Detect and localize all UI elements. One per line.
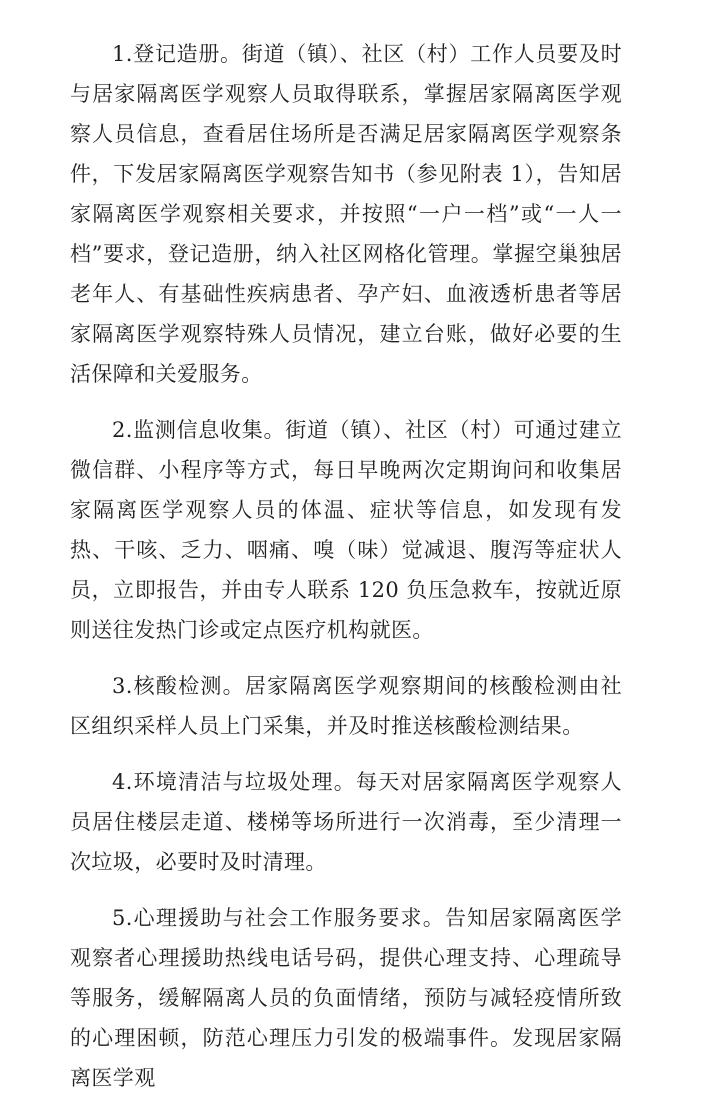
- paragraph-registration: 1.登记造册。街道（镇）、社区（村）工作人员要及时与居家隔离医学观察人员取得联系，掌握居家隔离医学观察人员信息，查看居住场所是否满足居家隔离医学观察条件，下发居家隔离医学观察告知书（参见附表 1），告知居家隔离医学观察相关要求，并按照“一户一档”或“一人一档”要求，登记造册，纳入社区网格化管理。掌握空巢独居老年人、有基础性疾病患者、孕产妇、血液透析患者等居家隔离医学观察特殊人员情况，建立台账，做好必要的生活保障和关爱服务。: [70, 42, 622, 386]
- paragraph-psychological-aid: 5.心理援助与社会工作服务要求。告知居家隔离医学观察者心理援助热线电话号码，提供心理支持、心理疏导等服务，缓解隔离人员的负面情绪，预防与减轻疫情所致的心理困顿，防范心理压力引发的极端事件。发现居家隔离医学观: [70, 906, 622, 1090]
- paragraph-environment-cleaning: 4.环境清洁与垃圾处理。每天对居家隔离医学观察人员居住楼层走道、楼梯等场所进行一次消毒，至少清理一次垃圾，必要时及时清理。: [70, 770, 622, 874]
- paragraph-nucleic-acid-test: 3.核酸检测。居家隔离医学观察期间的核酸检测由社区组织采样人员上门采集，并及时推送核酸检测结果。: [70, 674, 622, 738]
- document-page: [70, 34, 622, 1114]
- paragraph-monitoring: 2.监测信息收集。街道（镇）、社区（村）可通过建立微信群、小程序等方式，每日早晚两次定期询问和收集居家隔离医学观察人员的体温、症状等信息，如发现有发热、干咳、乏力、咽痛、嗅（味）觉减退、腹泻等症状人员，立即报告，并由专人联系 120 负压急救车，按就近原则送往发热门诊或定点医疗机构就医。: [70, 418, 622, 642]
